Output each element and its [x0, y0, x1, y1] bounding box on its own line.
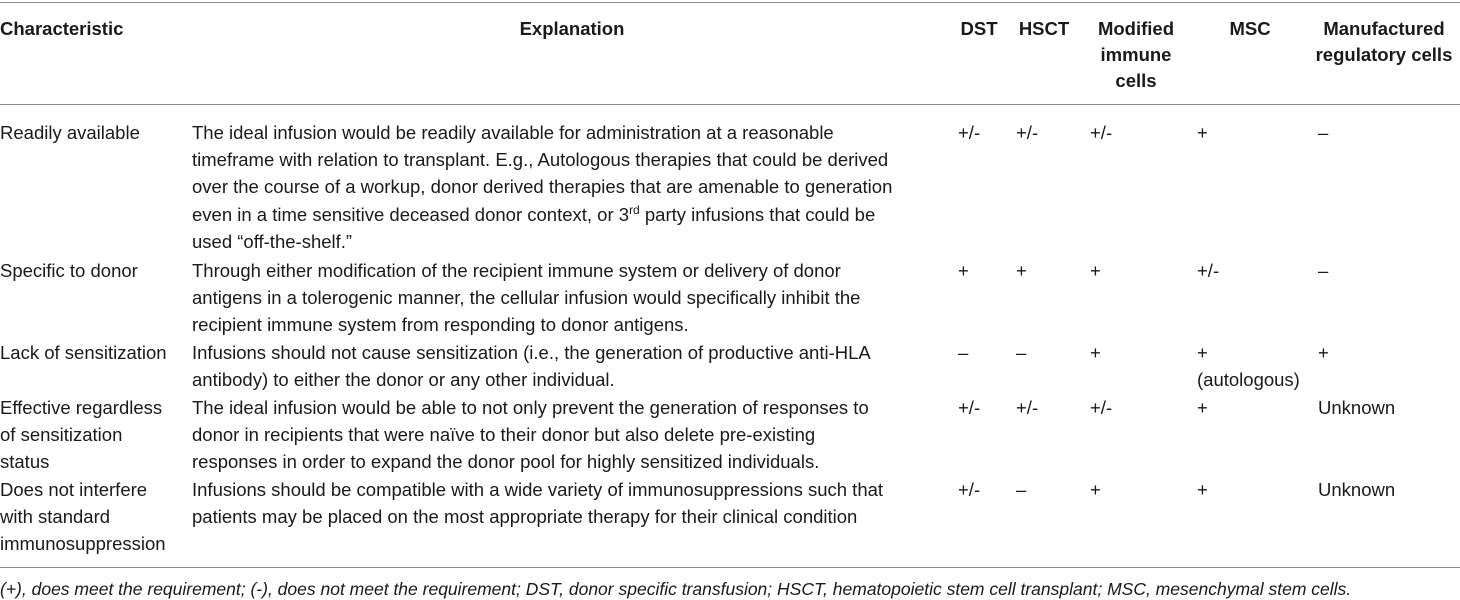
- header-msc: MSC: [1229, 18, 1271, 39]
- row-explanation-line: responses in order to expand the donor pool for highly sensitized individuals.: [192, 451, 820, 472]
- row-characteristic-line: status: [0, 451, 50, 472]
- row-explanation-line: recipient immune system from responding to donor antigens.: [192, 314, 689, 335]
- cell-modified: +/-: [1090, 397, 1113, 418]
- row-explanation-line: antibody) to either the donor or any other individual.: [192, 369, 615, 390]
- row-explanation-line: used “off-the-shelf.”: [192, 231, 353, 252]
- header-bottom-rule: [0, 104, 1460, 105]
- table-top-rule: [0, 2, 1460, 3]
- row-characteristic-line: with standard: [0, 506, 111, 527]
- cell-hsct: +/-: [1016, 122, 1039, 143]
- cell-manufactured: –: [1318, 122, 1329, 143]
- header-dst: DST: [960, 18, 998, 39]
- cell-modified: +: [1090, 260, 1101, 281]
- cell-modified: +: [1090, 342, 1101, 363]
- row-explanation-line: over the course of a workup, donor derived therapies that are amenable to generation: [192, 176, 893, 197]
- table-bottom-rule: [0, 567, 1460, 568]
- cell-hsct: +/-: [1016, 397, 1039, 418]
- row-explanation-line: Infusions should not cause sensitization (i.e., the generation of productive anti-HLA: [192, 342, 871, 363]
- header-modified-immune-cells: Modified immune cells: [1097, 18, 1175, 91]
- row-explanation-line: Infusions should be compatible with a wide variety of immunosuppressions such that: [192, 479, 884, 500]
- row-explanation-line: antigens in a tolerogenic manner, the cellular infusion would specifically inhibit the: [192, 287, 861, 308]
- row-characteristic-line: Effective regardless: [0, 397, 163, 418]
- row-explanation-line: even in a time sensitive deceased donor context, or 3rd party infusions that could be: [192, 202, 876, 225]
- cell-hsct: +: [1016, 260, 1027, 281]
- row-characteristic: Readily available: [0, 122, 140, 143]
- row-explanation-line: The ideal infusion would be able to not only prevent the generation of responses to: [192, 397, 869, 418]
- cell-dst: +/-: [958, 479, 981, 500]
- header-manufactured-regulatory-cells: Manufactured regulatory cells: [1315, 18, 1453, 65]
- cell-manufactured: Unknown: [1318, 397, 1396, 418]
- row-characteristic: Lack of sensitization: [0, 342, 167, 363]
- cell-msc: +: [1197, 479, 1208, 500]
- row-explanation-line: The ideal infusion would be readily available for administration at a reasonable: [192, 122, 834, 143]
- header-characteristic: Characteristic: [0, 18, 124, 39]
- cell-msc-note: (autologous): [1197, 369, 1300, 390]
- cell-msc: +: [1197, 342, 1208, 363]
- row-explanation-line: Through either modification of the recipient immune system or delivery of donor: [192, 260, 841, 281]
- row-characteristic-line: Does not interfere: [0, 479, 148, 500]
- header-hsct: HSCT: [1018, 18, 1070, 39]
- row-characteristic-line: immunosuppression: [0, 533, 166, 554]
- cell-dst: –: [958, 342, 969, 363]
- row-explanation-line: patients may be placed on the most appropriate therapy for their clinical condition: [192, 506, 858, 527]
- cell-dst: +: [958, 260, 969, 281]
- cell-msc: +: [1197, 122, 1208, 143]
- superscript-rd: rd: [629, 202, 640, 217]
- cell-hsct: –: [1016, 342, 1027, 363]
- cell-msc: +: [1197, 397, 1208, 418]
- header-explanation: Explanation: [519, 18, 625, 39]
- cell-modified: +/-: [1090, 122, 1113, 143]
- cell-dst: +/-: [958, 397, 981, 418]
- row-characteristic: Specific to donor: [0, 260, 138, 281]
- row-explanation-line: timeframe with relation to transplant. E.g., Autologous therapies that could be derived: [192, 149, 889, 170]
- cell-dst: +/-: [958, 122, 981, 143]
- cell-manufactured: +: [1318, 342, 1329, 363]
- row-explanation-line: donor in recipients that were naïve to their donor but also delete pre-existing: [192, 424, 816, 445]
- cell-msc: +/-: [1197, 260, 1220, 281]
- cell-hsct: –: [1016, 479, 1027, 500]
- cell-modified: +: [1090, 479, 1101, 500]
- cell-manufactured: –: [1318, 260, 1329, 281]
- table-footnote: (+), does meet the requirement; (-), does not meet the requirement; DST, donor specific transfusion; HSCT, hematopoietic stem cell transplant; MSC, mesenchymal stem cells.: [0, 579, 1352, 599]
- row-characteristic-line: of sensitization: [0, 424, 123, 445]
- cell-manufactured: Unknown: [1318, 479, 1396, 500]
